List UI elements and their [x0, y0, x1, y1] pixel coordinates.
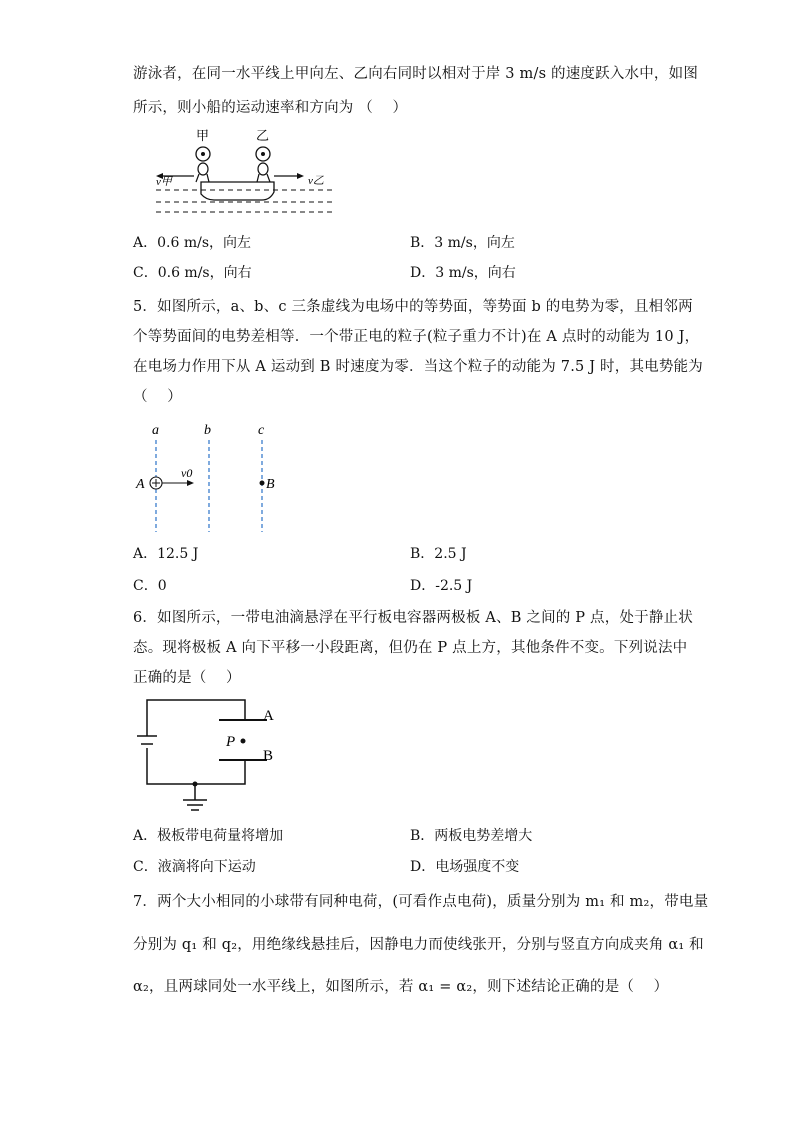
- q6-option-d[interactable]: D．电场强度不变: [410, 859, 520, 875]
- q5-label-c: c: [258, 423, 265, 438]
- q6-option-b[interactable]: B．两板电势差增大: [410, 828, 533, 844]
- q6-capacitor-circuit: [135, 698, 295, 818]
- q6-option-c[interactable]: C．液滴将向下运动: [133, 859, 256, 875]
- q6-text-line3: 正确的是（ ）: [133, 670, 241, 686]
- q6-plate-a-label: A: [263, 708, 274, 724]
- q7-text-line1: 7．两个大小相同的小球带有同种电荷，(可看作点电荷)，质量分别为 m₁ 和 m₂，带电量: [133, 894, 709, 910]
- q5-equipotential-figure: [132, 420, 282, 535]
- q4-v-jia: v甲: [156, 176, 172, 188]
- q7-text-line2: 分别为 q₁ 和 q₂，用绝缘线悬挂后，因静电力而使线张开，分别与竖直方向成夹角 α₁ 和: [133, 937, 704, 953]
- q4-v-yi: v乙: [308, 175, 324, 187]
- q4-option-a[interactable]: A．0.6 m/s，向左: [133, 235, 252, 251]
- q5-label-b: b: [204, 423, 211, 438]
- q6-text-line1: 6．如图所示，一带电油滴悬浮在平行板电容器两极板 A、B 之间的 P 点，处于静止状: [133, 610, 693, 626]
- q5-option-c[interactable]: C．0: [133, 578, 167, 594]
- q4-label-jia: 甲: [196, 128, 210, 143]
- q5-option-d[interactable]: D．-2.5 J: [410, 578, 473, 594]
- q4-text-line1: 游泳者，在同一水平线上甲向左、乙向右同时以相对于岸 3 m/s 的速度跃入水中，如图: [133, 66, 699, 82]
- q4-option-c[interactable]: C．0.6 m/s，向右: [133, 265, 252, 281]
- q5-text-line3: 在电场力作用下从 A 运动到 B 时速度为零．当这个粒子的动能为 7.5 J 时，其电势能为: [133, 359, 703, 375]
- q5-label-A: A: [136, 477, 145, 492]
- q6-text-line2: 态。现将极板 A 向下平移一小段距离，但仍在 P 点上方，其他条件不变。下列说法中: [133, 640, 688, 656]
- q5-label-v0: v0: [181, 466, 193, 480]
- q4-text-line2: 所示，则小船的运动速率和方向为 （ ）: [133, 100, 408, 116]
- q5-text-line4: （ ）: [133, 389, 182, 405]
- q6-plate-b-label: B: [263, 748, 274, 764]
- q5-text-line1: 5．如图所示，a、b、c 三条虚线为电场中的等势面，等势面 b 的电势为零，且相邻两: [133, 299, 693, 315]
- q5-text-line2: 个等势面间的电势差相等．一个带正电的粒子(粒子重力不计)在 A 点时的动能为 10 J，: [133, 329, 700, 345]
- q6-option-a[interactable]: A．极板带电荷量将增加: [133, 828, 284, 844]
- q5-label-B: B: [266, 477, 275, 492]
- q5-label-a: a: [152, 423, 159, 438]
- q4-label-yi: 乙: [256, 128, 270, 143]
- q4-option-d[interactable]: D．3 m/s，向右: [410, 265, 516, 281]
- q5-option-a[interactable]: A．12.5 J: [133, 546, 199, 562]
- q6-point-p-label: P: [226, 734, 236, 750]
- q7-text-line3: α₂，且两球同处一水平线上，如图所示，若 α₁ = α₂，则下述结论正确的是（ ）: [133, 979, 669, 995]
- q4-boat-figure: [150, 128, 340, 223]
- q4-option-b[interactable]: B．3 m/s，向左: [410, 235, 515, 251]
- q5-option-b[interactable]: B．2.5 J: [410, 546, 467, 562]
